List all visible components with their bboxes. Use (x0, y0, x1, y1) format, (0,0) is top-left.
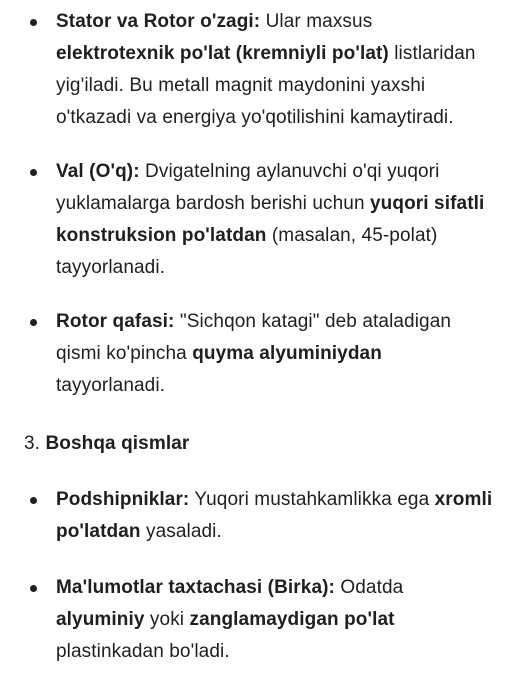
section-number: 3. (24, 433, 41, 454)
section-heading-other-parts (0, 428, 510, 460)
list-spacer (0, 134, 510, 156)
list-item-term: Rotor qafasi: (56, 311, 175, 332)
list-item-term: Ma'lumotlar taxtachasi (Birka): (56, 577, 335, 598)
list-item-term: Val (O'q): (56, 161, 140, 182)
list-item-text: Dvigatelning aylanuvchi o'qi yuqori yuklamalarga bardosh berishi uchun (56, 161, 440, 214)
list-item-emphasis: elektrotexnik po'lat (kremniyli po'lat) (56, 43, 389, 64)
list-item-stator-rotor-core (0, 6, 510, 134)
list-item-rotor-cage (0, 306, 510, 402)
list-item-emphasis: zanglamaydigan po'lat (189, 609, 395, 630)
list-item-text: plastinkadan bo'ladi. (56, 641, 230, 662)
list-item-text: Ular maxsus (260, 11, 373, 32)
list-item-bearings (0, 484, 510, 548)
list-item-text: (masalan, 45-polat) tayyorlanadi. (56, 225, 438, 278)
list-item-term: Podshipniklar: (56, 489, 190, 510)
other-parts-list (0, 484, 510, 668)
list-item-text: listlaridan yig'iladi. Bu metall magnit maydonini yaxshi o'tkazadi va energiya yo'qotilishini kamaytiradi. (56, 43, 476, 128)
list-item-emphasis: quyma alyuminiydan (192, 343, 382, 364)
list-item-text: Yuqori mustahkamlikka ega (189, 489, 435, 510)
list-item-text: "Sichqon katagi" deb ataladigan qismi ko'pincha (56, 311, 452, 364)
materials-list (0, 6, 510, 402)
list-item-text: yoki (144, 609, 190, 630)
list-item-term: Stator va Rotor o'zagi: (56, 11, 261, 32)
list-item-shaft (0, 156, 510, 284)
section-title: Boshqa qismlar (45, 433, 190, 454)
list-item-nameplate (0, 572, 510, 668)
list-item-emphasis: yuqori sifatli konstruksion po'latdan (56, 193, 485, 246)
list-item-text: yasaladi. (140, 521, 222, 542)
list-item-text: tayyorlanadi. (56, 375, 166, 396)
list-item-emphasis: alyuminiy (56, 609, 145, 630)
list-spacer (0, 548, 510, 572)
list-spacer (0, 284, 510, 306)
list-item-emphasis: xromli po'latdan (56, 489, 493, 542)
list-item-text: Odatda (334, 577, 404, 598)
